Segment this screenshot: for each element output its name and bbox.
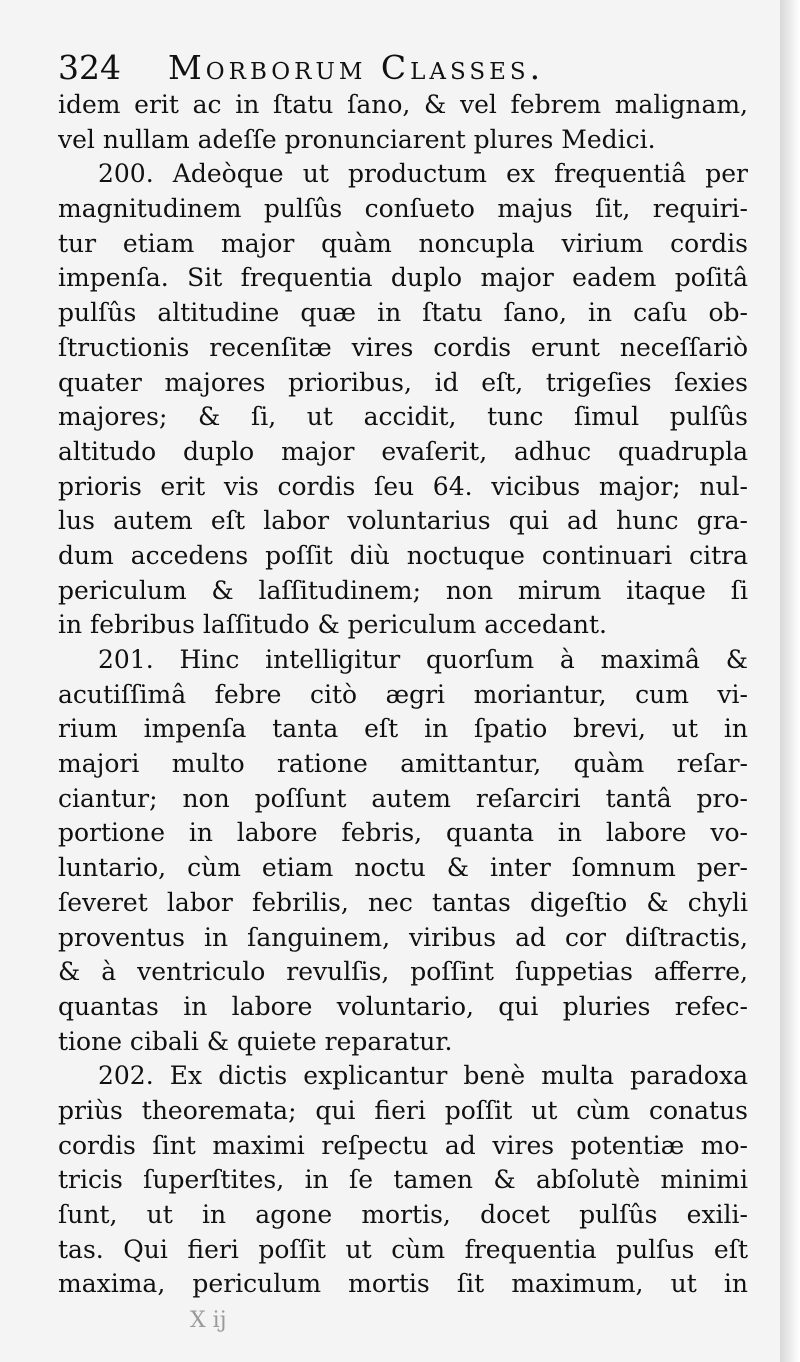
text-line: ſunt, ut in agone mortis, docet pulſûs exili-	[58, 1200, 748, 1229]
text-line: priùs theoremata; qui fieri poſſit ut cùm conatus	[58, 1095, 748, 1125]
text-line: luntario, cùm etiam noctu & inter ſomnum per-	[58, 853, 748, 883]
text-line: tricis ſuperſtites, in ſe tamen & abſolutè minimi	[58, 1165, 748, 1195]
text-line: cordis ſint maximi reſpectu ad vires potentiæ mo-	[58, 1130, 748, 1160]
text-line: impenſa. Sit frequentia duplo major eadem poſitâ	[58, 263, 748, 293]
text-line: & à ventriculo revulſis, poſſint ſuppetias afferre,	[58, 957, 748, 987]
text-line: quantas in labore voluntario, qui pluries refec-	[58, 991, 748, 1021]
text-line: portione in labore febris, quanta in labore vo-	[58, 818, 748, 848]
running-title: Morborum Classes.	[168, 48, 545, 87]
text-line: prioris erit vis cordis ſeu 64. vicibus major; nul-	[58, 471, 748, 501]
text-line: periculum & laſſitudinem; non mirum itaque ſi	[58, 575, 748, 605]
text-line: ciantur; non poſſunt autem reſarciri tantâ pro-	[58, 783, 748, 813]
text-line: tas. Qui fieri poſſit ut cùm frequentia pulſus eſt	[58, 1234, 748, 1264]
running-header	[58, 48, 748, 88]
text-line: tione cibali & quiete reparatur.	[58, 1026, 453, 1056]
page-number: 324	[58, 48, 121, 87]
text-line: pulſûs altitudine quæ in ſtatu ſano, in caſu ob-	[58, 298, 748, 328]
text-line: in febribus laſſitudo & periculum accedant.	[58, 610, 607, 640]
text-line: magnitudinem pulſûs conſueto majus ſit, requiri-	[58, 194, 748, 224]
text-line: ſtructionis recenſitæ vires cordis erunt neceſſariò	[58, 332, 748, 362]
text-line: majori multo ratione amittantur, quàm reſar-	[58, 749, 748, 779]
text-line: ſeveret labor febrilis, nec tantas digeſtio & chyli	[58, 887, 748, 917]
text-line: quater majores prioribus, id eſt, trigeſies ſexies	[58, 367, 748, 397]
text-line: 202. Ex dictis explicantur benè multa paradoxa	[98, 1061, 748, 1091]
text-line: vel nullam adeſſe pronunciarent plures Medici.	[58, 124, 656, 154]
text-block	[58, 48, 748, 1302]
body-text	[58, 88, 748, 1302]
text-line: acutiſſimâ febre citò ægri moriantur, cum vi-	[58, 679, 748, 709]
text-line: altitudo duplo major evaſerit, adhuc quadrupla	[58, 436, 748, 466]
text-line: lus autem eſt labor voluntarius qui ad hunc gra-	[58, 506, 748, 536]
text-line: dum accedens poſſit diù noctuque continuari citra	[58, 540, 748, 570]
text-line: idem erit ac in ſtatu ſano, & vel febrem malignam,	[58, 90, 748, 119]
text-line: rium impenſa tanta eſt in ſpatio brevi, ut in	[58, 714, 748, 744]
text-line: 201. Hinc intelligitur quorſum à maximâ &	[98, 645, 748, 674]
text-line: majores; & ſi, ut accidit, tunc ſimul pulſûs	[58, 402, 748, 432]
page-gutter	[780, 0, 800, 1362]
signature-mark: X ij	[190, 1308, 227, 1333]
text-line: maxima, periculum mortis ſit maximum, ut in	[58, 1269, 748, 1299]
text-line: 200. Adeòque ut productum ex frequentiâ per	[98, 159, 748, 189]
text-line: tur etiam major quàm noncupla virium cordis	[58, 228, 748, 258]
text-line: proventus in ſanguinem, viribus ad cor diſtractis,	[58, 922, 748, 952]
